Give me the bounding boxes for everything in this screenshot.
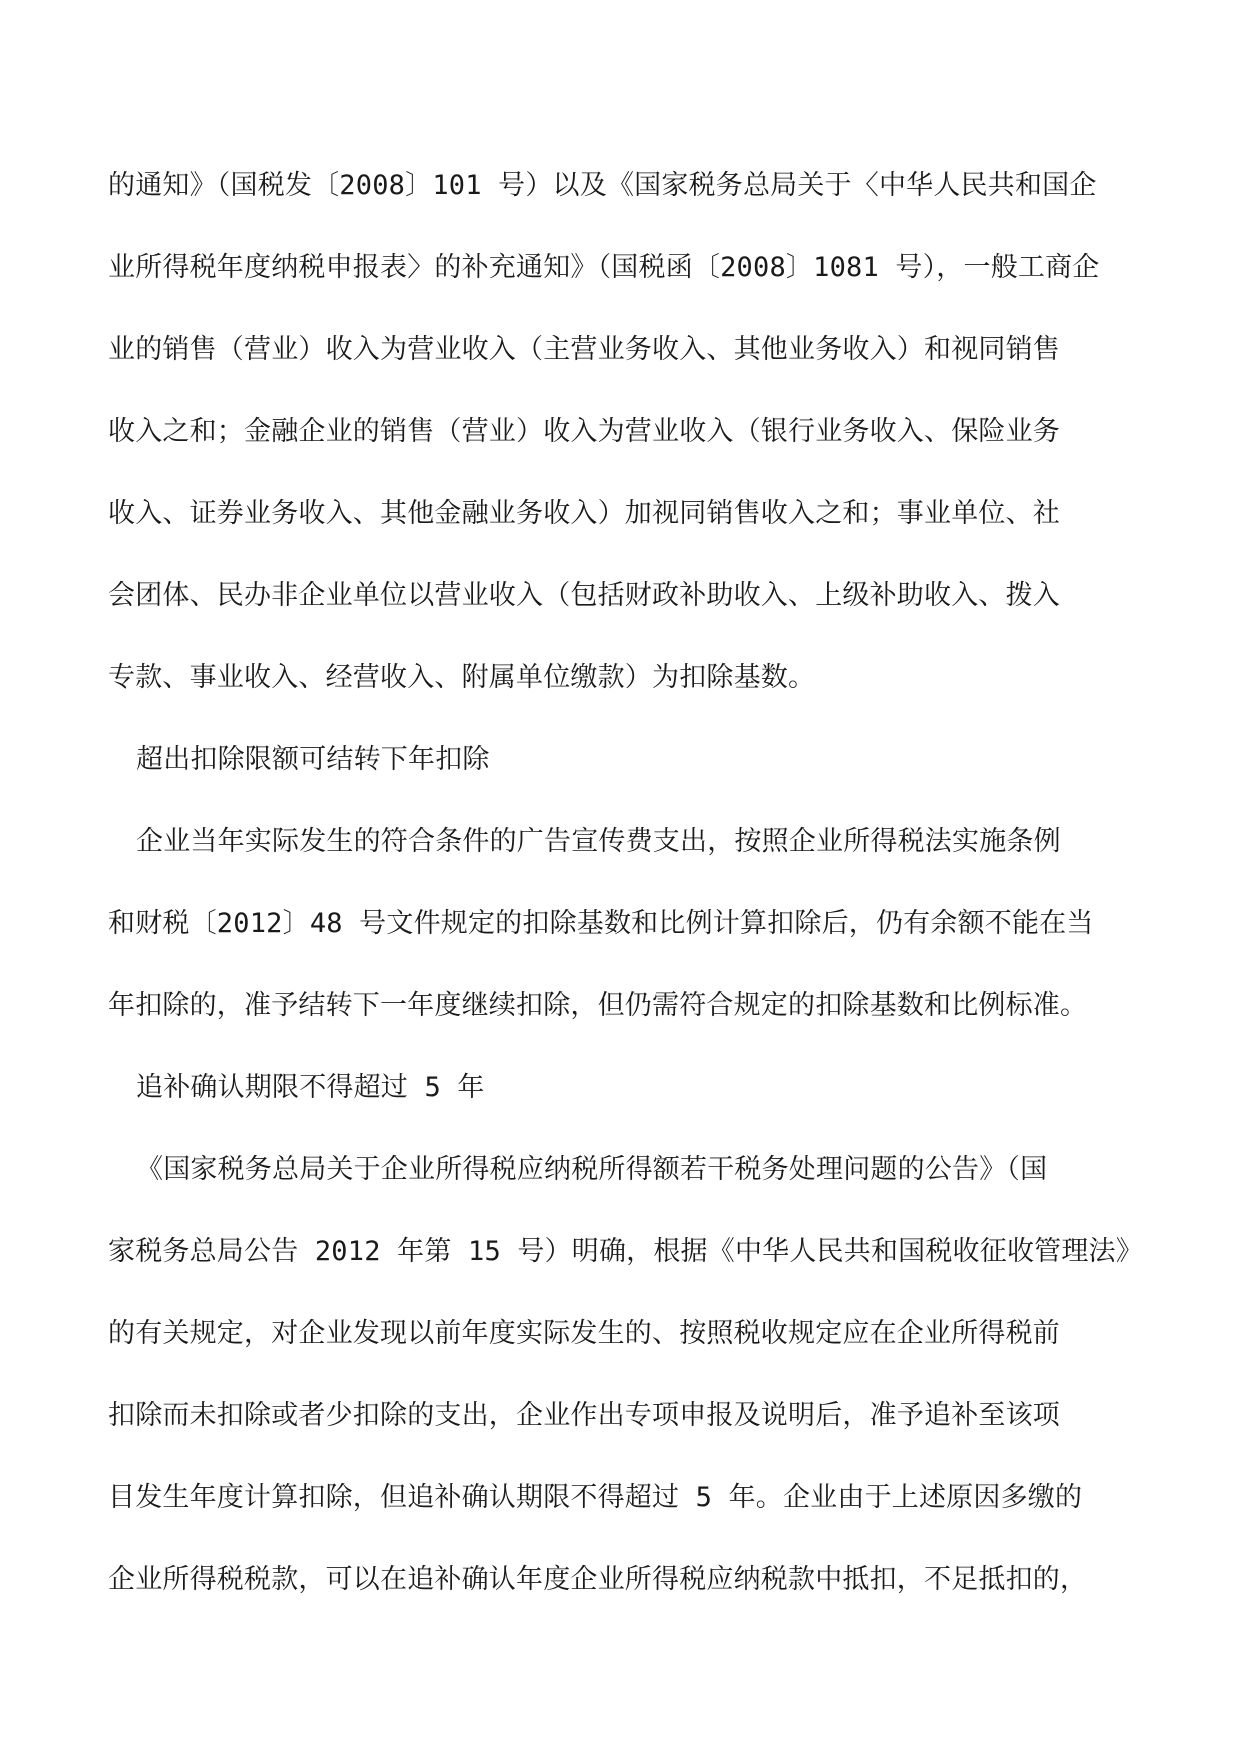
text-line: 专款、事业收入、经营收入、附属单位缴款）为扣除基数。: [108, 662, 816, 693]
text-line: 和财税〔2012〕48 号文件规定的扣除基数和比例计算扣除后，仍有余额不能在当: [108, 908, 1094, 939]
text-line: 的有关规定，对企业发现以前年度实际发生的、按照税收规定应在企业所得税前: [108, 1318, 1060, 1349]
text-line: 业所得税年度纳税申报表〉的补充通知》（国税函〔2008〕1081 号），一般工商企: [108, 252, 1100, 283]
text-line: 目发生年度计算扣除，但追补确认期限不得超过 5 年。企业由于上述原因多缴的: [108, 1482, 1083, 1513]
text-line: 家税务总局公告 2012 年第 15 号）明确，根据《中华人民共和国税收征收管理法》: [108, 1236, 1143, 1267]
text-line: 的通知》（国税发〔2008〕101 号）以及《国家税务总局关于〈中华人民共和国企: [108, 170, 1097, 201]
document-body: [108, 160, 1143, 1636]
text-line: 企业所得税税款，可以在追补确认年度企业所得税应纳税款中抵扣，不足抵扣的，: [108, 1564, 1088, 1595]
text-line: 年扣除的，准予结转下一年度继续扣除，但仍需符合规定的扣除基数和比例标准。: [108, 990, 1088, 1021]
text-line: 业的销售（营业）收入为营业收入（主营业务收入、其他业务收入）和视同销售: [108, 334, 1060, 365]
text-line: 企业当年实际发生的符合条件的广告宣传费支出，按照企业所得税法实施条例: [136, 826, 1061, 857]
text-line: 会团体、民办非企业单位以营业收入（包括财政补助收入、上级补助收入、拨入: [108, 580, 1060, 611]
section-heading: 超出扣除限额可结转下年扣除: [136, 744, 490, 775]
text-line: 收入、证券业务收入、其他金融业务收入）加视同销售收入之和；事业单位、社: [108, 498, 1060, 529]
section-heading: 追补确认期限不得超过 5 年: [136, 1072, 485, 1103]
text-line: 扣除而未扣除或者少扣除的支出，企业作出专项申报及说明后，准予追补至该项: [108, 1400, 1060, 1431]
text-line: 《国家税务总局关于企业所得税应纳税所得额若干税务处理问题的公告》（国: [136, 1154, 1048, 1185]
text-line: 收入之和；金融企业的销售（营业）收入为营业收入（银行业务收入、保险业务: [108, 416, 1060, 447]
